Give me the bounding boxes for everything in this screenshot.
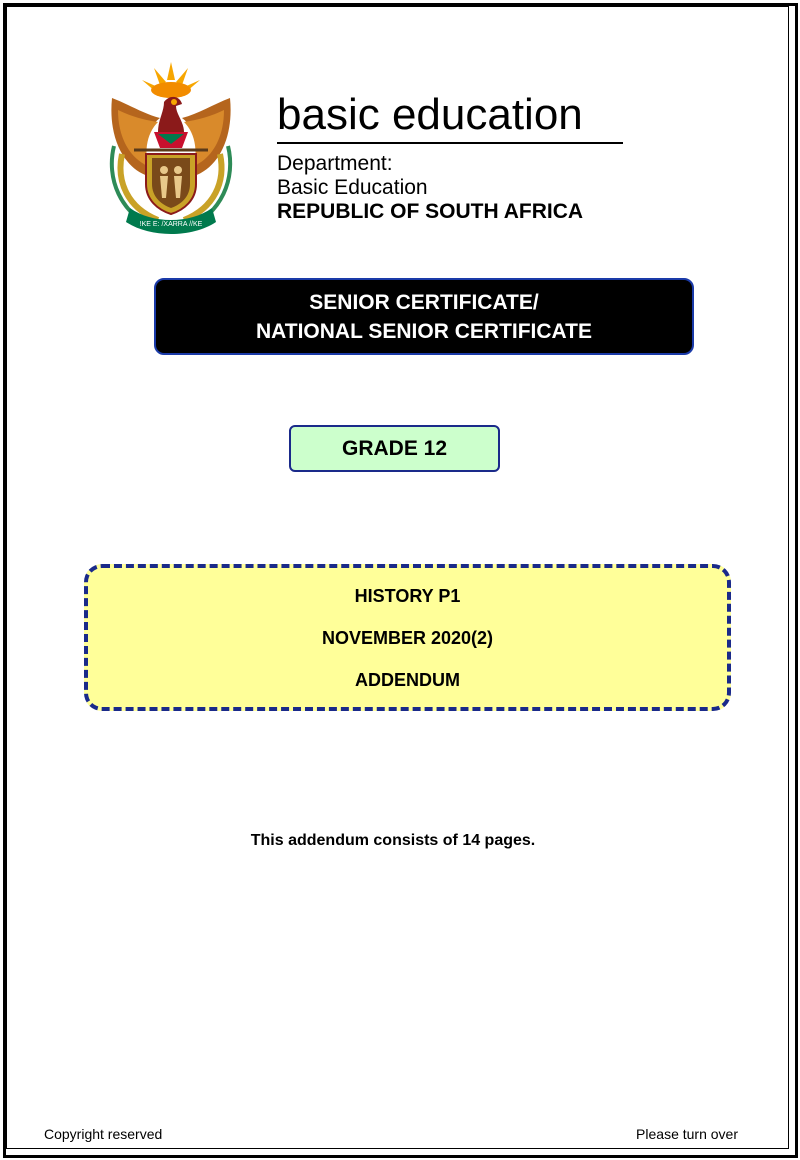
certificate-banner xyxy=(154,278,694,355)
country-name: REPUBLIC OF SOUTH AFRICA xyxy=(277,200,584,223)
department-branding xyxy=(277,90,623,224)
document-type: ADDENDUM xyxy=(355,670,460,690)
certificate-line-1: SENIOR CERTIFICATE/ xyxy=(309,290,539,314)
turn-over-footer: Please turn over xyxy=(636,1126,738,1142)
brand-title: basic education xyxy=(277,90,623,144)
sun-icon xyxy=(142,62,200,98)
crest-motto: !KE E: /XARRA //KE xyxy=(139,221,203,228)
copyright-footer: Copyright reserved xyxy=(44,1126,163,1142)
certificate-line-2: NATIONAL SENIOR CERTIFICATE xyxy=(256,319,592,343)
grade-label: GRADE 12 xyxy=(341,437,448,460)
subject-title: HISTORY P1 xyxy=(354,586,461,606)
exam-session: NOVEMBER 2020(2) xyxy=(321,628,494,648)
grade-badge xyxy=(289,425,500,472)
department-name: Basic Education xyxy=(277,176,428,199)
department-label: Department: xyxy=(277,152,393,175)
subject-box xyxy=(84,564,731,711)
coat-of-arms-icon xyxy=(104,58,238,234)
page-count-note: This addendum consists of 14 pages. xyxy=(250,832,536,849)
